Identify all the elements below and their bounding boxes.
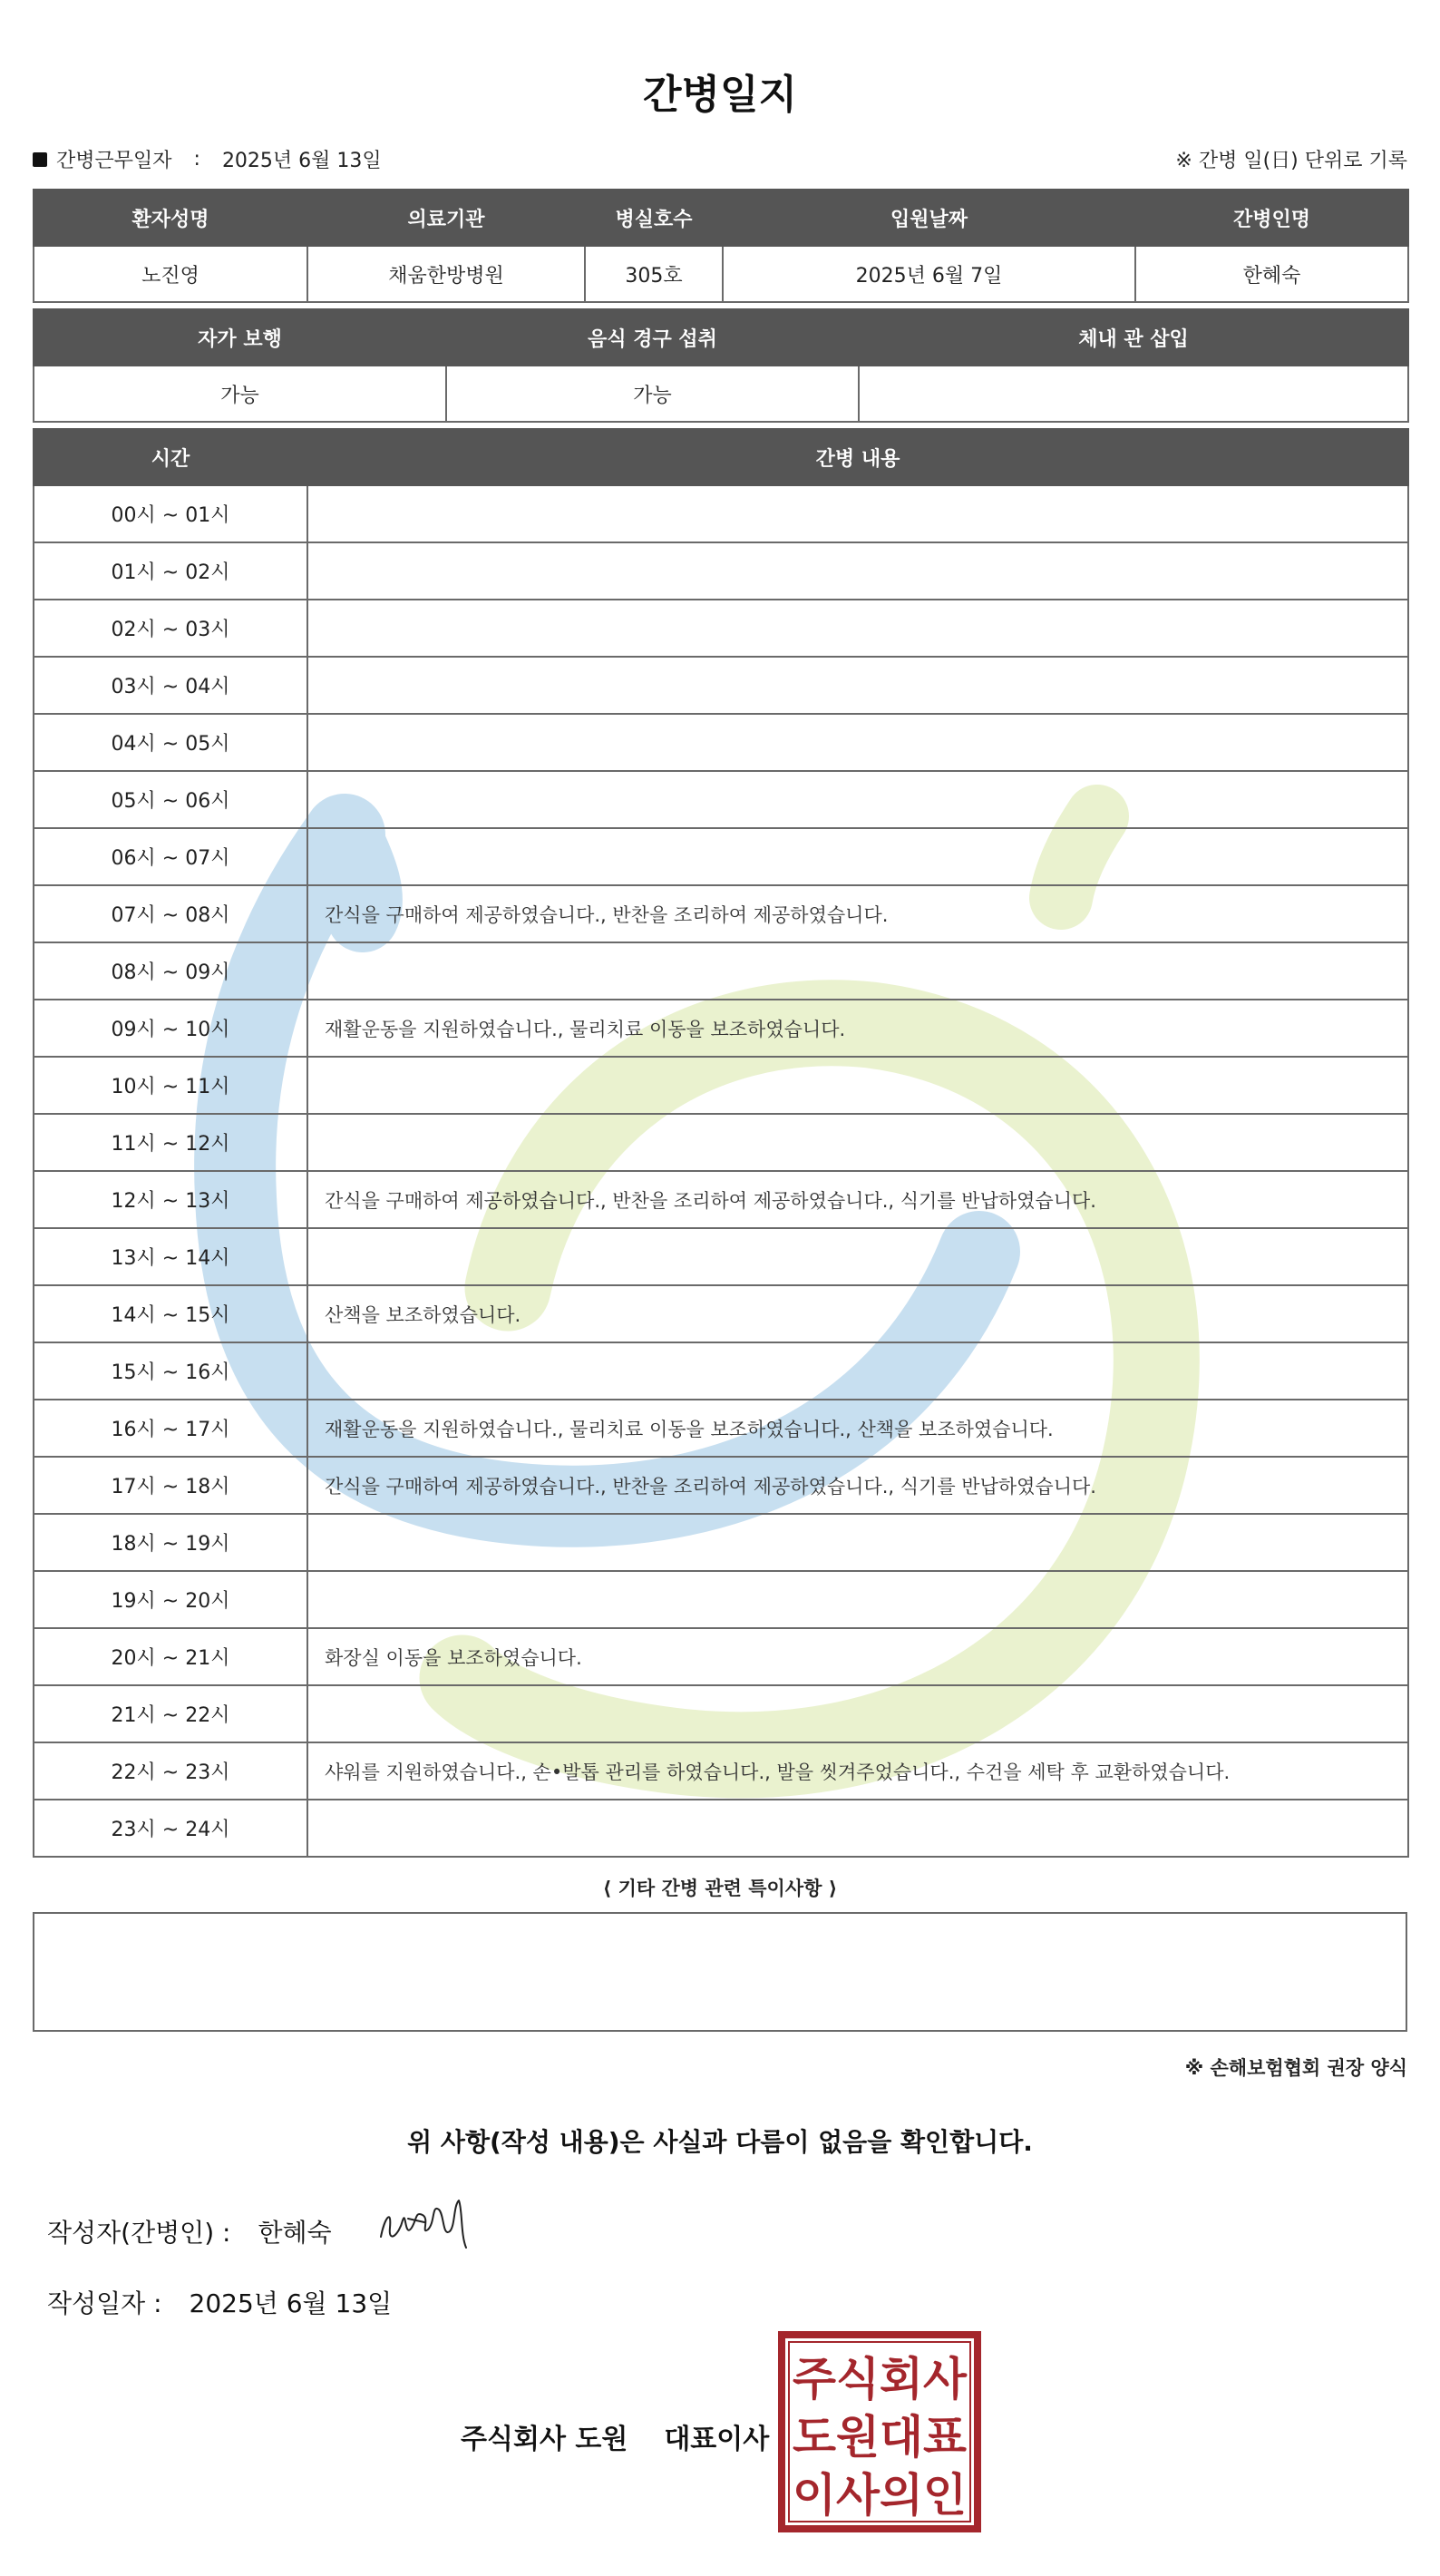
time-slot: 23시 ~ 24시 — [34, 1800, 307, 1857]
time-slot: 12시 ~ 13시 — [34, 1171, 307, 1228]
admission-date: 2025년 6월 7일 — [723, 246, 1135, 302]
care-content: 화장실 이동을 보조하였습니다. — [307, 1628, 1408, 1685]
patient-info-value-row — [34, 246, 1408, 302]
square-bullet-icon — [33, 152, 47, 167]
care-content — [307, 771, 1408, 828]
care-content — [307, 485, 1408, 542]
time-slot: 00시 ~ 01시 — [34, 485, 307, 542]
care-content — [307, 714, 1408, 771]
care-content: 간식을 구매하여 제공하였습니다., 반찬을 조리하여 제공하였습니다., 식기를 반납하였습니다. — [307, 1171, 1408, 1228]
table-row — [34, 1342, 1408, 1400]
tube-insertion — [859, 366, 1408, 422]
header-time: 시간 — [34, 429, 307, 485]
care-content — [307, 1114, 1408, 1171]
time-slot: 10시 ~ 11시 — [34, 1057, 307, 1114]
writer-label: 작성자(간병인) : — [47, 2218, 231, 2248]
header-medical-institution: 의료기관 — [307, 190, 585, 246]
header-care-content: 간병 내용 — [307, 429, 1408, 485]
table-row — [34, 1742, 1408, 1800]
table-row — [34, 1114, 1408, 1171]
table-row — [34, 1457, 1408, 1514]
time-slot: 21시 ~ 22시 — [34, 1685, 307, 1742]
svg-text:도원대표: 도원대표 — [793, 2411, 968, 2464]
work-date-separator: : — [193, 148, 200, 171]
caregiver-name: 한혜숙 — [1135, 246, 1408, 302]
time-slot: 20시 ~ 21시 — [34, 1628, 307, 1685]
confirmation-statement: 위 사항(작성 내용)은 사실과 다름이 없음을 확인합니다. — [407, 2127, 1033, 2157]
table-row — [34, 1514, 1408, 1571]
header-self-walking: 자가 보행 — [34, 309, 446, 366]
handwritten-signature — [372, 2191, 472, 2255]
work-date-block — [33, 145, 382, 173]
room-number: 305호 — [585, 246, 723, 302]
company-seal-stamp — [778, 2331, 981, 2532]
table-row — [34, 1285, 1408, 1342]
company-line — [461, 2416, 769, 2456]
oral-intake: 가능 — [446, 366, 859, 422]
time-slot: 05시 ~ 06시 — [34, 771, 307, 828]
time-slot: 17시 ~ 18시 — [34, 1457, 307, 1514]
time-slot: 11시 ~ 12시 — [34, 1114, 307, 1171]
time-slot: 06시 ~ 07시 — [34, 828, 307, 885]
write-date-value: 2025년 6월 13일 — [189, 2288, 393, 2318]
patient-info-header-row — [34, 190, 1408, 246]
care-content — [307, 1057, 1408, 1114]
time-slot: 01시 ~ 02시 — [34, 542, 307, 600]
care-content: 산책을 보조하였습니다. — [307, 1285, 1408, 1342]
table-row — [34, 1228, 1408, 1285]
care-content — [307, 1228, 1408, 1285]
svg-text:이사의인: 이사의인 — [793, 2469, 967, 2522]
care-content — [307, 1342, 1408, 1400]
care-content — [307, 828, 1408, 885]
time-slot: 08시 ~ 09시 — [34, 942, 307, 1000]
special-notes-title: ⟨ 기타 간병 관련 특이사항 ⟩ — [602, 1878, 838, 1899]
time-slot: 02시 ~ 03시 — [34, 600, 307, 657]
table-row — [34, 942, 1408, 1000]
table-row — [34, 885, 1408, 942]
time-slot: 16시 ~ 17시 — [34, 1400, 307, 1457]
care-content — [307, 657, 1408, 714]
table-row — [34, 771, 1408, 828]
representative-title: 대표이사 — [664, 2424, 770, 2455]
time-slot: 15시 ~ 16시 — [34, 1342, 307, 1400]
record-unit-note: ※ 간병 일(日) 단위로 기록 — [1175, 150, 1407, 172]
header-oral-intake: 음식 경구 섭취 — [446, 309, 859, 366]
care-content: 간식을 구매하여 제공하였습니다., 반찬을 조리하여 제공하였습니다. — [307, 885, 1408, 942]
meta-row — [33, 145, 1407, 174]
table-row — [34, 714, 1408, 771]
time-slot: 19시 ~ 20시 — [34, 1571, 307, 1628]
patient-status-table — [33, 308, 1409, 423]
care-content: 재활운동을 지원하였습니다., 물리치료 이동을 보조하였습니다., 산책을 보조하였습니다. — [307, 1400, 1408, 1457]
self-walking: 가능 — [34, 366, 446, 422]
care-content — [307, 1800, 1408, 1857]
svg-text:주식회사: 주식회사 — [793, 2353, 968, 2405]
writer-line — [47, 2213, 332, 2249]
care-log-table — [33, 428, 1409, 1858]
care-content — [307, 600, 1408, 657]
page-title: 간병일지 — [642, 72, 797, 118]
care-content: 샤워를 지원하였습니다., 손•발톱 관리를 하였습니다., 발을 씻겨주었습니다., 수건을 세탁 후 교환하였습니다. — [307, 1742, 1408, 1800]
writer-name: 한혜숙 — [258, 2218, 332, 2248]
patient-status-header-row — [34, 309, 1408, 366]
time-slot: 07시 ~ 08시 — [34, 885, 307, 942]
header-room-number: 병실호수 — [585, 190, 723, 246]
medical-institution: 채움한방병원 — [307, 246, 585, 302]
time-slot: 04시 ~ 05시 — [34, 714, 307, 771]
table-row — [34, 1000, 1408, 1057]
table-row — [34, 828, 1408, 885]
care-log-header-row — [34, 429, 1408, 485]
patient-info-table — [33, 189, 1409, 303]
header-admission-date: 입원날짜 — [723, 190, 1135, 246]
table-row — [34, 485, 1408, 542]
write-date-label: 작성일자 : — [47, 2288, 162, 2318]
patient-status-value-row — [34, 366, 1408, 422]
patient-name: 노진영 — [34, 246, 307, 302]
form-source-note: ※ 손해보험협회 권장 양식 — [1184, 2057, 1407, 2079]
header-tube-insertion: 체내 관 삽입 — [859, 309, 1408, 366]
work-date-value: 2025년 6월 13일 — [221, 150, 382, 172]
time-slot: 13시 ~ 14시 — [34, 1228, 307, 1285]
care-content — [307, 1571, 1408, 1628]
time-slot: 14시 ~ 15시 — [34, 1285, 307, 1342]
table-row — [34, 1800, 1408, 1857]
header-patient-name: 환자성명 — [34, 190, 307, 246]
write-date-line — [47, 2284, 392, 2320]
table-row — [34, 1171, 1408, 1228]
company-name: 주식회사 도원 — [461, 2424, 628, 2455]
time-slot: 03시 ~ 04시 — [34, 657, 307, 714]
table-row — [34, 1571, 1408, 1628]
table-row — [34, 1057, 1408, 1114]
care-log-body — [34, 485, 1408, 1857]
time-slot: 09시 ~ 10시 — [34, 1000, 307, 1057]
work-date-label: 간병근무일자 — [56, 150, 172, 172]
care-content — [307, 1514, 1408, 1571]
care-content — [307, 1685, 1408, 1742]
table-row — [34, 657, 1408, 714]
time-slot: 18시 ~ 19시 — [34, 1514, 307, 1571]
special-notes-box — [33, 1912, 1407, 2032]
table-row — [34, 600, 1408, 657]
care-content — [307, 942, 1408, 1000]
time-slot: 22시 ~ 23시 — [34, 1742, 307, 1800]
care-content: 간식을 구매하여 제공하였습니다., 반찬을 조리하여 제공하였습니다., 식기를 반납하였습니다. — [307, 1457, 1408, 1514]
care-content — [307, 542, 1408, 600]
header-caregiver-name: 간병인명 — [1135, 190, 1408, 246]
table-row — [34, 1685, 1408, 1742]
table-row — [34, 1628, 1408, 1685]
table-row — [34, 542, 1408, 600]
care-content: 재활운동을 지원하였습니다., 물리치료 이동을 보조하였습니다. — [307, 1000, 1408, 1057]
table-row — [34, 1400, 1408, 1457]
